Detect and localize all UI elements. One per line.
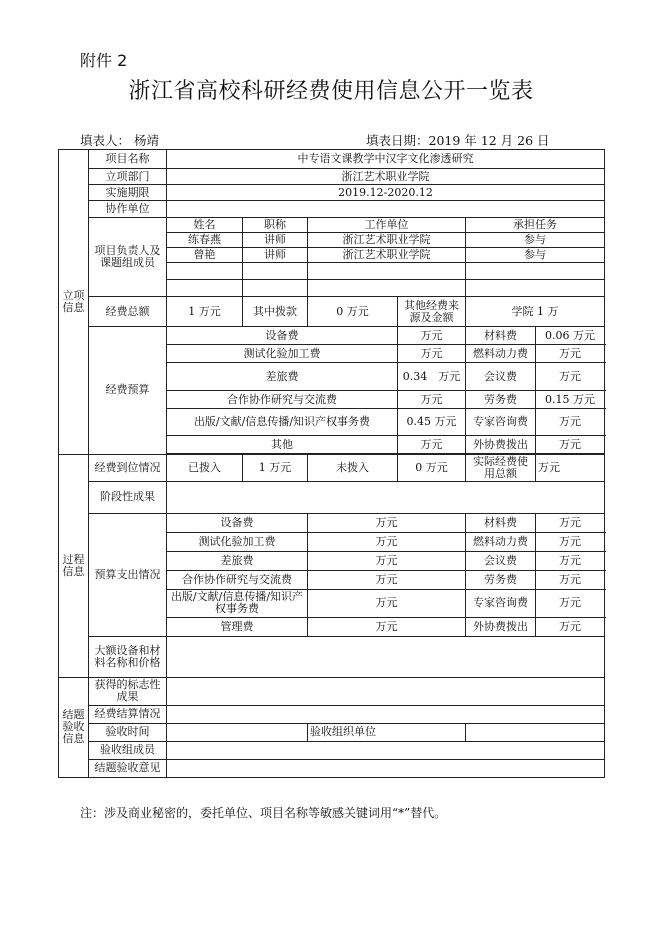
member-empty-cell bbox=[243, 263, 308, 280]
fill-date: 填表日期：2019 年 12 月 26 日 bbox=[366, 133, 550, 148]
spend-item-value: 万元 bbox=[536, 551, 605, 570]
member-empty-cell bbox=[243, 280, 308, 297]
member-header-unit: 工作单位 bbox=[308, 218, 466, 233]
other-source-label: 其他经费来源及金额 bbox=[398, 297, 466, 327]
total-funds-label: 经费总额 bbox=[89, 297, 167, 327]
spend-item-value: 万元 bbox=[536, 617, 605, 636]
settlement-label: 经费结算情况 bbox=[89, 705, 167, 723]
coop-unit-value bbox=[167, 201, 605, 218]
spend-item-label: 会议费 bbox=[466, 551, 536, 570]
member-task: 参与 bbox=[466, 233, 605, 248]
stage-result-label: 阶段性成果 bbox=[89, 481, 167, 513]
achievement-value bbox=[167, 677, 605, 705]
filler-name: 填表人： 杨靖 bbox=[80, 133, 159, 148]
budget-item-label: 差旅费 bbox=[167, 363, 398, 391]
budget-item-value: 0.06 万元 bbox=[536, 327, 605, 345]
info-table bbox=[58, 149, 605, 778]
budget-item-label: 材料费 bbox=[466, 327, 536, 345]
budget-item-value: 万元 bbox=[398, 327, 466, 345]
section-closing-label: 结题验收信息 bbox=[59, 677, 89, 777]
member-title: 讲师 bbox=[243, 233, 308, 248]
spend-item-value: 万元 bbox=[308, 551, 466, 570]
budget-item-value: 万元 bbox=[536, 363, 605, 391]
member-empty-cell bbox=[466, 263, 605, 280]
budget-item-label: 合作协作研究与交流费 bbox=[167, 391, 398, 409]
member-header-name: 姓名 bbox=[167, 218, 243, 233]
project-period-value: 2019.12-2020.12 bbox=[167, 185, 605, 201]
allocation-value: 0 万元 bbox=[308, 297, 398, 327]
achievement-label: 获得的标志性成果 bbox=[89, 677, 167, 705]
member-unit: 浙江艺术职业学院 bbox=[308, 233, 466, 248]
spend-item-label: 专家咨询费 bbox=[466, 589, 536, 617]
spend-item-label: 管理费 bbox=[167, 617, 308, 636]
spend-item-label: 差旅费 bbox=[167, 551, 308, 570]
equipment-label: 大额设备和材料名称和价格 bbox=[89, 636, 167, 677]
acceptance-opinion-value bbox=[167, 759, 605, 777]
actual-used-value: 万元 bbox=[536, 454, 605, 481]
spend-item-label: 合作协作研究与交流费 bbox=[167, 570, 308, 589]
budget-item-value: 万元 bbox=[398, 436, 466, 454]
budget-item-label: 外协费拨出 bbox=[466, 436, 536, 454]
spend-item-value: 万元 bbox=[536, 532, 605, 551]
unallocated-label: 未拨入 bbox=[308, 454, 398, 481]
attachment-label: 附件 2 bbox=[80, 51, 128, 70]
budget-item-value: 万元 bbox=[536, 409, 605, 436]
project-dept-label: 立项部门 bbox=[89, 169, 167, 185]
equipment-value bbox=[167, 636, 605, 677]
member-task: 参与 bbox=[466, 248, 605, 263]
budget-item-value: 万元 bbox=[398, 391, 466, 409]
member-empty-cell bbox=[167, 280, 243, 297]
allocation-label: 其中拨款 bbox=[243, 297, 308, 327]
member-empty-cell bbox=[167, 263, 243, 280]
project-name-value: 中专语文课教学中汉字文化渗透研究 bbox=[167, 150, 605, 169]
member-empty-cell bbox=[466, 280, 605, 297]
budget-item-label: 测试化验加工费 bbox=[167, 345, 398, 363]
budget-label: 经费预算 bbox=[89, 327, 167, 455]
arrival-label: 经费到位情况 bbox=[89, 454, 167, 481]
budget-item-label: 劳务费 bbox=[466, 391, 536, 409]
acceptance-time-label: 验收时间 bbox=[89, 723, 167, 741]
spend-item-label: 出版/文献/信息传播/知识产权事务费 bbox=[167, 589, 308, 617]
spend-item-label: 材料费 bbox=[466, 513, 536, 532]
spend-label: 预算支出情况 bbox=[89, 513, 167, 636]
budget-item-value: 0.15 万元 bbox=[536, 391, 605, 409]
page-title: 浙江省高校科研经费使用信息公开一览表 bbox=[128, 79, 534, 104]
budget-item-label: 出版/文献/信息传播/知识产权事务费 bbox=[167, 409, 398, 436]
budget-item-value: 0.34 万元 bbox=[398, 363, 466, 391]
acceptance-members-value bbox=[167, 741, 605, 759]
allocated-label: 已拨入 bbox=[167, 454, 243, 481]
unallocated-value: 0 万元 bbox=[398, 454, 466, 481]
spend-item-label: 燃料动力费 bbox=[466, 532, 536, 551]
spend-item-value: 万元 bbox=[308, 617, 466, 636]
budget-item-value: 万元 bbox=[536, 345, 605, 363]
acceptance-opinion-label: 结题验收意见 bbox=[89, 759, 167, 777]
total-funds-value: 1 万元 bbox=[167, 297, 243, 327]
other-source-value: 学院 1 万 bbox=[466, 297, 605, 327]
actual-used-label: 实际经费使用总额 bbox=[466, 454, 536, 481]
project-name-label: 项目名称 bbox=[89, 150, 167, 169]
settlement-value bbox=[167, 705, 605, 723]
project-period-label: 实施期限 bbox=[89, 185, 167, 201]
member-header-task: 承担任务 bbox=[466, 218, 605, 233]
budget-item-value: 万元 bbox=[398, 345, 466, 363]
spend-item-label: 设备费 bbox=[167, 513, 308, 532]
spend-item-label: 劳务费 bbox=[466, 570, 536, 589]
allocated-value: 1 万元 bbox=[243, 454, 308, 481]
section-process-label: 过程信息 bbox=[59, 454, 89, 677]
acceptance-org-value bbox=[466, 723, 605, 741]
spend-item-value: 万元 bbox=[308, 589, 466, 617]
spend-item-value: 万元 bbox=[536, 570, 605, 589]
spend-item-value: 万元 bbox=[308, 532, 466, 551]
member-empty-cell bbox=[308, 280, 466, 297]
budget-item-value: 万元 bbox=[536, 436, 605, 454]
budget-item-label: 专家咨询费 bbox=[466, 409, 536, 436]
budget-item-label: 燃料动力费 bbox=[466, 345, 536, 363]
spend-item-label: 测试化验加工费 bbox=[167, 532, 308, 551]
budget-item-label: 设备费 bbox=[167, 327, 398, 345]
acceptance-time-value bbox=[167, 723, 308, 741]
member-title: 讲师 bbox=[243, 248, 308, 263]
members-label: 项目负责人及课题组成员 bbox=[89, 218, 167, 297]
member-unit: 浙江艺术职业学院 bbox=[308, 248, 466, 263]
budget-item-label: 会议费 bbox=[466, 363, 536, 391]
spend-item-value: 万元 bbox=[536, 513, 605, 532]
budget-item-value: 0.45 万元 bbox=[398, 409, 466, 436]
member-name: 曾艳 bbox=[167, 248, 243, 263]
spend-item-value: 万元 bbox=[308, 513, 466, 532]
section-project-label: 立项信息 bbox=[59, 150, 89, 455]
stage-result-value bbox=[167, 481, 605, 513]
member-empty-cell bbox=[308, 263, 466, 280]
budget-item-label: 其他 bbox=[167, 436, 398, 454]
footnote: 注：涉及商业秘密的，委托单位、项目名称等敏感关键词用“*”替代。 bbox=[80, 806, 447, 820]
acceptance-org-label: 验收组织单位 bbox=[308, 723, 466, 741]
member-header-title: 职称 bbox=[243, 218, 308, 233]
spend-item-value: 万元 bbox=[308, 570, 466, 589]
member-name: 练春燕 bbox=[167, 233, 243, 248]
spend-item-label: 外协费拨出 bbox=[466, 617, 536, 636]
spend-item-value: 万元 bbox=[536, 589, 605, 617]
acceptance-members-label: 验收组成员 bbox=[89, 741, 167, 759]
project-dept-value: 浙江艺术职业学院 bbox=[167, 169, 605, 185]
coop-unit-label: 协作单位 bbox=[89, 201, 167, 218]
